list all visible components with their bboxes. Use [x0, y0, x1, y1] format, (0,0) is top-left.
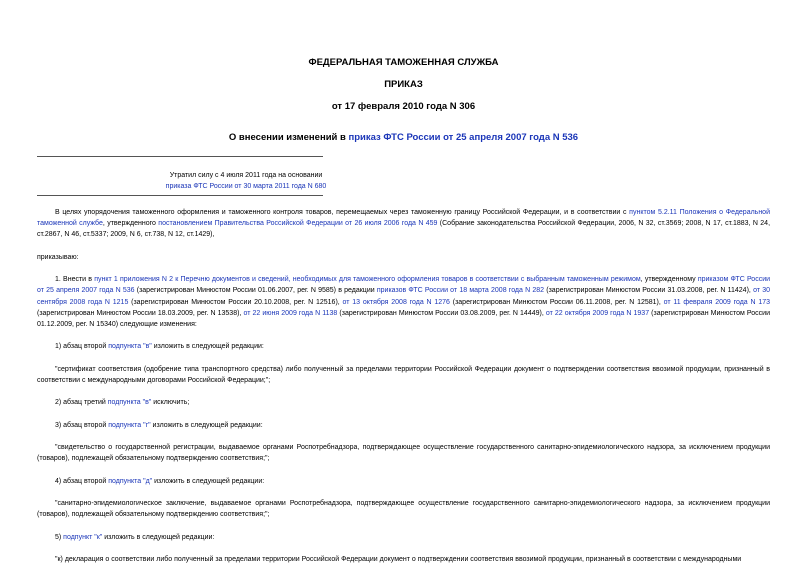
quote-3: "свидетельство о государственной регистрации, выдаваемое органами Роспотребнадзора, подтверждающее осуществление государственного санитарно-эпидемиологического надзора, за исключением продукции (товаров), подлежащей обязательному подтверждению соответствия;";: [37, 444, 770, 463]
document-title: [0, 132, 807, 143]
title-link[interactable]: приказ ФТС России от 25 апреля 2007 года N 536: [348, 132, 579, 143]
link-order-173[interactable]: от 11 февраля 2009 года N 173: [663, 298, 770, 306]
divider-bottom: [37, 195, 323, 196]
link-subclause-v[interactable]: подпункта "в": [107, 399, 152, 407]
repeal-notice: [37, 170, 455, 192]
divider-top: [37, 156, 323, 157]
repeal-notice-text: Утратил силу с 4 июля 2011 года на основании: [169, 172, 323, 179]
document-type: ПРИКАЗ: [384, 79, 423, 90]
link-subclause-k[interactable]: подпункт "к": [63, 533, 103, 541]
document-body: [37, 207, 770, 577]
link-subclause-v[interactable]: подпункта "в": [108, 343, 152, 351]
link-order-1215[interactable]: от 30 сентября 2008 года N 1215: [37, 287, 771, 306]
link-subclause-g[interactable]: подпункта "г": [108, 421, 151, 429]
text: 4) абзац второй: [55, 477, 109, 485]
text: изложить в следующей редакции:: [152, 477, 265, 485]
text: (зарегистрирован Минюстом России 20.10.2008, рег. N 12516),: [128, 298, 343, 306]
link-order-282[interactable]: приказов ФТС России от 18 марта 2008 года N 282: [376, 287, 545, 295]
text: , утвержденному: [640, 276, 698, 284]
quote-5: "к) декларация о соответствии либо полученный за пределами территории Российской Федерации документ о подтверждении соответствия ввозимой продукции, признанный в соответствии с международными: [55, 556, 742, 564]
link-order-1138[interactable]: от 22 июня 2009 года N 1138: [243, 309, 338, 317]
text: (зарегистрирован Минюстом России 01.12.2009, рег. N 15340) следующие изменения:: [37, 309, 770, 328]
text: (зарегистрирован Минюстом России 01.06.2007, рег. N 9585) в редакции: [134, 287, 377, 295]
subitem-2: [37, 397, 770, 408]
text: 3) абзац второй: [55, 421, 109, 429]
order-word: приказываю:: [37, 253, 79, 261]
link-subclause-d[interactable]: подпункта "д": [108, 477, 153, 485]
document-date-number: от 17 февраля 2010 года N 306: [331, 101, 476, 112]
text: В целях упорядочения таможенного оформления и таможенного контроля товаров, перемещаемых через таможенную границу Российской Федерации, и в соответствии с: [55, 209, 630, 216]
agency-name: ФЕДЕРАЛЬНАЯ ТАМОЖЕННАЯ СЛУЖБА: [308, 57, 499, 68]
subitem-5: [37, 532, 770, 543]
text: (зарегистрирован Минюстом России 31.03.2008, рег. N 11424),: [544, 287, 754, 295]
text: изложить в следующей редакции:: [151, 343, 264, 351]
text: 5): [55, 533, 64, 541]
quote-1: "сертификат соответствия (одобрение типа транспортного средства) либо полученный за пределами территории Российской Федерации документ о подтверждении соответствия ввозимой продукции, признанный в соответствии с международными договорами Российской Федерации;";: [37, 365, 770, 384]
text: 1) абзац второй: [55, 343, 109, 351]
subitem-3: [37, 420, 770, 431]
link-order-536[interactable]: приказом ФТС России от 25 апреля 2007 года N 536: [37, 276, 771, 295]
text: 2) абзац третий: [55, 399, 108, 407]
text: , утвержденного: [102, 220, 159, 228]
text: исключить;: [151, 399, 190, 407]
link-order-1937[interactable]: от 22 октября 2009 года N 1937: [545, 309, 650, 317]
text: (Собрание законодательства Российской Федерации, 2006, N 32, ст.3569; 2008, N 17, ст.1883, N 24, ст.2867, N 46, ст.5337; 2009, N 6, ст.738, N 12, ст.1429),: [37, 220, 771, 239]
link-appendix-clause[interactable]: пункт 1 приложения N 2 к Перечню документов и сведений, необходимых для таможенного оформления товаров в соответствии с выбранным таможенным режимом: [94, 276, 641, 284]
text: (зарегистрирован Минюстом России 18.03.2009, рег. N 13538),: [37, 309, 244, 317]
link-order-1276[interactable]: от 13 октября 2008 года N 1276: [342, 298, 450, 306]
text: 1. Внести в: [55, 276, 95, 284]
quote-4: "санитарно-эпидемиологическое заключение, выдаваемое органами Роспотребнадзора, подтверждающее осуществление государственного санитарно-эпидемиологического надзора, за исключением продукции (товаров), подлежащей обязательному подтверждению соответствия;";: [37, 500, 770, 519]
text: изложить в следующей редакции:: [150, 421, 263, 429]
preamble-paragraph: [37, 207, 770, 241]
item-1-paragraph: [37, 274, 770, 330]
text: (зарегистрирован Минюстом России 06.11.2008, рег. N 12581),: [449, 298, 664, 306]
title-text: О внесении изменений в: [228, 132, 349, 143]
link-regulation-clause[interactable]: пунктом 5.2.11 Положения о Федеральной таможенной службе: [37, 209, 770, 228]
repeal-notice-link[interactable]: приказа ФТС России от 30 марта 2011 года N 680: [165, 183, 327, 190]
subitem-1: [37, 341, 770, 352]
link-government-resolution[interactable]: постановлением Правительства Российской Федерации от 26 июля 2006 года N 459: [158, 220, 438, 228]
text: изложить в следующей редакции:: [102, 533, 215, 541]
subitem-4: [37, 476, 770, 487]
text: (зарегистрирован Минюстом России 03.08.2009, рег. N 14449),: [337, 309, 546, 317]
